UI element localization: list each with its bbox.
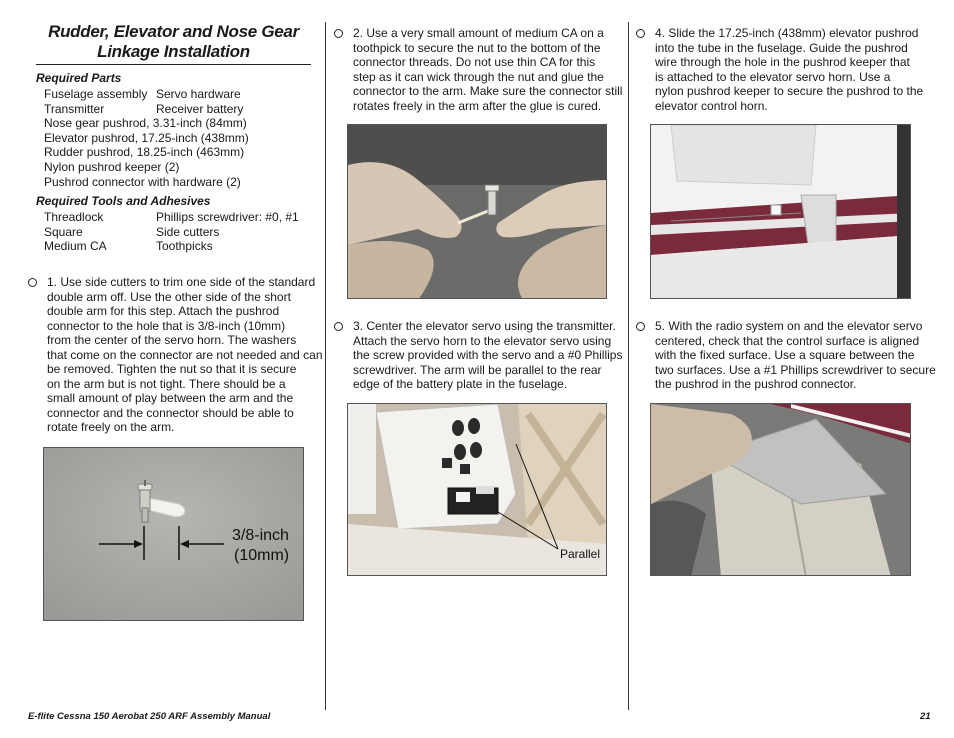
list-item: Fuselage assembly Servo hardware bbox=[44, 87, 241, 101]
checkbox-circle-icon bbox=[334, 322, 343, 331]
step-text-line: connector threads. Do not use thin CA for this bbox=[353, 55, 596, 69]
column-divider-right bbox=[628, 22, 629, 710]
step-text-line: centered, check that the control surface is aligned bbox=[655, 333, 920, 348]
step-text-line: from the center of the servo horn. The washers bbox=[47, 333, 297, 347]
step-text-line: elevator control horn. bbox=[655, 98, 768, 113]
required-tools-list bbox=[44, 210, 320, 254]
list-item: Medium CA Toothpicks bbox=[44, 239, 213, 254]
step-text-line: screwdriver. The arm will be parallel to the rear bbox=[353, 362, 602, 377]
servo-tray-illustration bbox=[348, 404, 607, 576]
step-text-line: wire through the hole in the pushrod keeper that bbox=[655, 55, 910, 69]
photo-ca-on-connector bbox=[347, 124, 607, 299]
step-text-line: into the tube in the fuselage. Guide the pushrod bbox=[655, 40, 908, 55]
step-text-line: rotates freely in the arm after the glue is cured. bbox=[353, 98, 602, 113]
fingers-illustration bbox=[348, 125, 607, 299]
step-text-line: is attached to the elevator servo horn. Use a bbox=[655, 69, 891, 84]
step-text-line: on the arm but is not tight. There should be a bbox=[47, 376, 286, 391]
step-text-line: connector to the arm. Make sure the connector still bbox=[353, 84, 623, 98]
photo-servo-arm-measurement bbox=[43, 447, 304, 621]
photo-elevator-servo-tray bbox=[347, 403, 607, 576]
step-1-text bbox=[28, 275, 323, 435]
step-4 bbox=[636, 26, 932, 113]
footer-manual-title: E-flite Cessna 150 Aerobat 250 ARF Assembly Manual bbox=[28, 711, 271, 722]
list-item: Threadlock Phillips screwdriver: #0, #1 bbox=[44, 210, 299, 225]
step-text-line: with the fixed surface. Use a square between the bbox=[655, 348, 915, 362]
required-parts-heading: Required Parts bbox=[36, 71, 122, 85]
step-text-line: Attach the servo horn to the elevator servo using bbox=[353, 333, 612, 348]
step-text-line: double arm for this step. Attach the pushrod bbox=[47, 304, 280, 318]
list-item: Transmitter Receiver battery bbox=[44, 101, 244, 116]
step-4-text bbox=[636, 26, 932, 113]
list-item: Nose gear pushrod, 3.31-inch (84mm) bbox=[44, 116, 247, 131]
page-number: 21 bbox=[920, 711, 931, 722]
step-text-line: be removed. Tighten the nut so that it is secure bbox=[47, 362, 297, 376]
step-text-line: rotate freely on the arm. bbox=[47, 420, 175, 434]
column-divider-left bbox=[325, 22, 326, 710]
step-text-line: double arm off. Use the other side of the short bbox=[47, 289, 291, 304]
step-text-line: toothpick to secure the nut to the bottom of the bbox=[353, 40, 601, 55]
step-1 bbox=[28, 275, 323, 435]
list-item: Rudder pushrod, 18.25-inch (463mm) bbox=[44, 145, 245, 160]
photo-elevator-pushrod bbox=[650, 124, 911, 299]
step-2-text bbox=[334, 26, 624, 113]
measurement-label-mm: (10mm) bbox=[234, 547, 290, 564]
required-tools-heading: Required Tools and Adhesives bbox=[36, 194, 211, 209]
step-text-line: 2. Use a very small amount of medium CA on a bbox=[353, 26, 604, 40]
step-3 bbox=[334, 319, 624, 392]
list-item: Elevator pushrod, 17.25-inch (438mm) bbox=[44, 130, 249, 145]
step-3-text bbox=[334, 319, 624, 392]
square-illustration bbox=[651, 404, 911, 576]
step-5 bbox=[636, 319, 936, 392]
step-2 bbox=[334, 26, 624, 113]
step-text-line: 4. Slide the 17.25-inch (438mm) elevator pushrod bbox=[655, 26, 919, 40]
parallel-label: Parallel bbox=[560, 547, 601, 561]
step-text-line: step as it can wick through the nut and glue the bbox=[353, 69, 604, 84]
required-parts-list bbox=[44, 87, 320, 189]
step-text-line: 3. Center the elevator servo using the transmitter. bbox=[353, 319, 616, 333]
measurement-label-inch: 3/8-inch bbox=[232, 527, 289, 544]
step-text-line: 5. With the radio system on and the elevator servo bbox=[655, 319, 923, 333]
step-text-line: connector and the connector should be able to bbox=[47, 405, 294, 420]
step-text-line: two surfaces. Use a #1 Phillips screwdriver to secure bbox=[655, 362, 936, 377]
step-text-line: that come on the connector are not needed and can bbox=[47, 347, 323, 362]
step-text-line: edge of the battery plate in the fuselage. bbox=[353, 377, 568, 391]
column-1 bbox=[36, 22, 320, 254]
checkbox-circle-icon bbox=[334, 29, 343, 38]
step-text-line: 1. Use side cutters to trim one side of the standard bbox=[47, 275, 316, 289]
step-text-line: nylon pushrod keeper to secure the pushrod to the bbox=[655, 84, 924, 98]
checkbox-circle-icon bbox=[28, 278, 37, 287]
servo-arm-illustration bbox=[44, 448, 304, 621]
step-text-line: small amount of play between the arm and the bbox=[47, 391, 294, 405]
checkbox-circle-icon bbox=[636, 322, 645, 331]
section-title: Rudder, Elevator and Nose Gear Linkage Installation bbox=[36, 22, 311, 65]
photo-square-alignment bbox=[650, 403, 911, 576]
checkbox-circle-icon bbox=[636, 29, 645, 38]
list-item: Nylon pushrod keeper (2) bbox=[44, 159, 180, 174]
step-text-line: the screw provided with the servo and a #0 Phillips bbox=[353, 348, 623, 362]
step-text-line: the pushrod in the pushrod connector. bbox=[655, 377, 857, 391]
step-5-text bbox=[636, 319, 936, 392]
list-item: Square Side cutters bbox=[44, 224, 220, 239]
step-text-line: connector to the hole that is 3/8-inch (10mm) bbox=[47, 318, 286, 333]
tail-illustration bbox=[651, 125, 911, 299]
list-item: Pushrod connector with hardware (2) bbox=[44, 174, 241, 189]
